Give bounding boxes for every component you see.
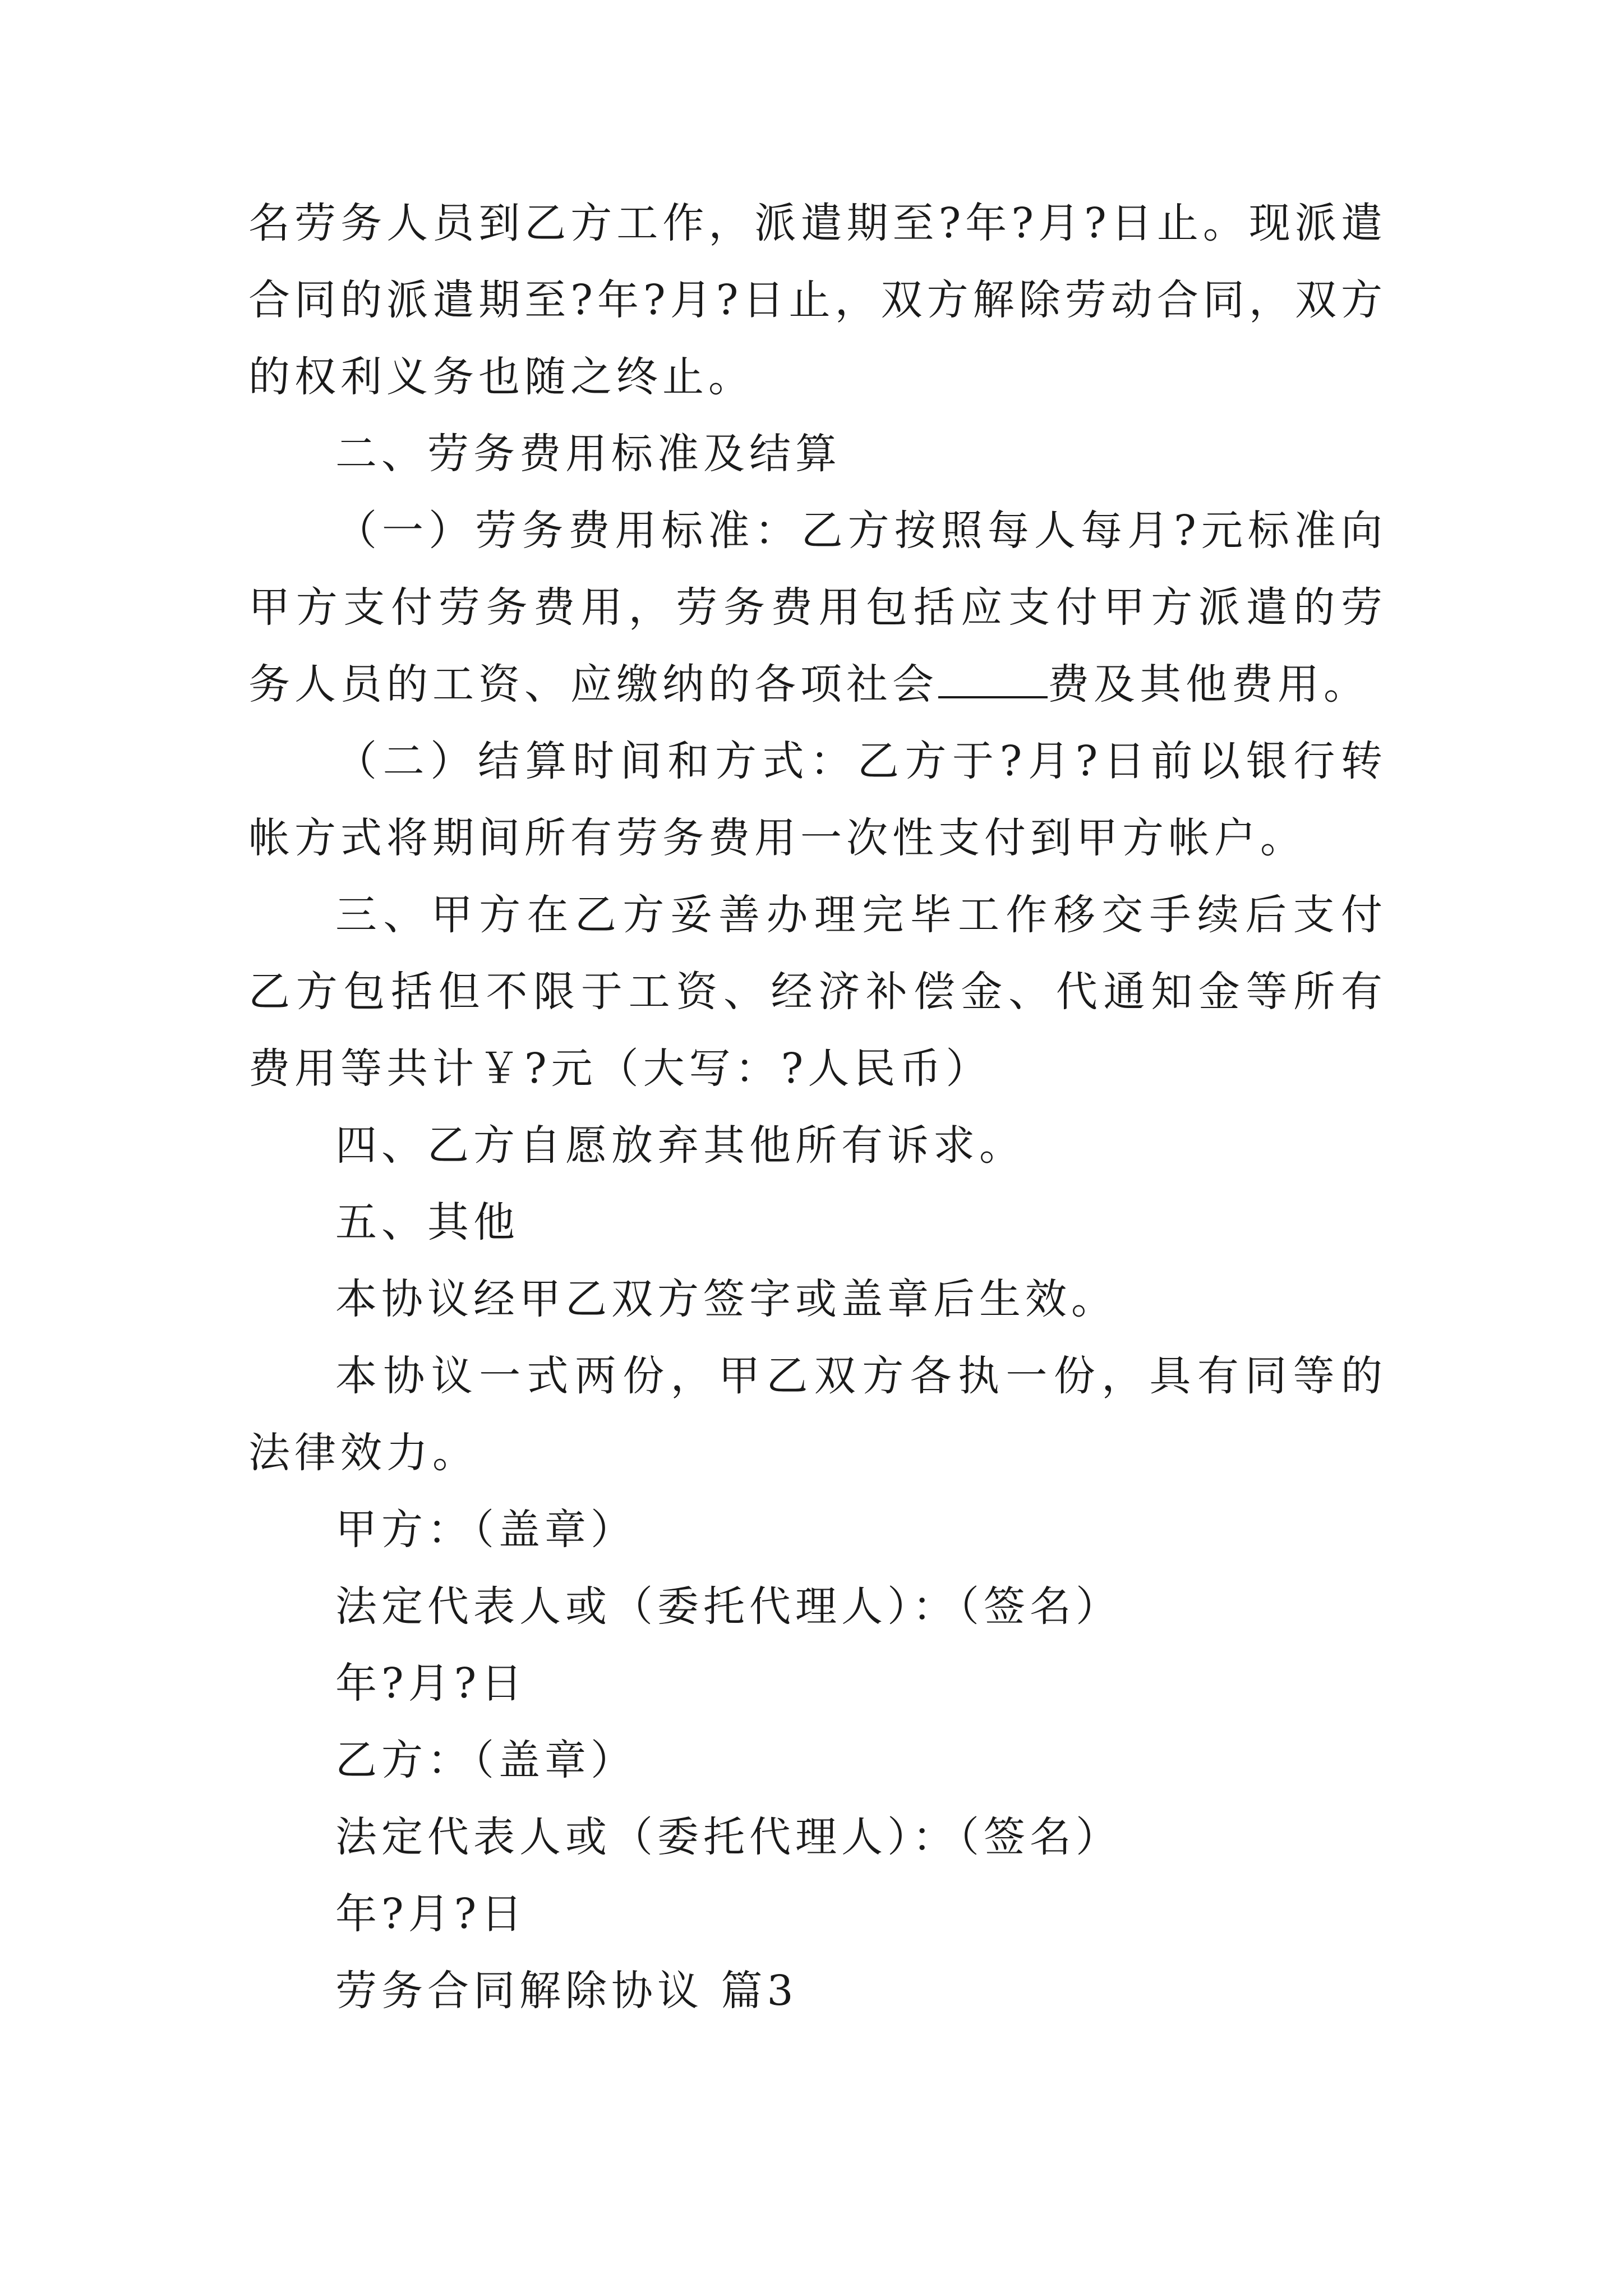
paragraph-waiver: 四、乙方自愿放弃其他所有诉求。 [335,1121,1025,1170]
paragraph-settlement: （二）结算时间和方式：乙方于?月?日前以银行转帐方式将期间所有劳务费用一次性支付到甲方帐户。 [248,737,1387,862]
fee-standard-text-end: 费及其他费用。 [1048,660,1370,708]
party-a-seal: 甲方：（盖章） [335,1506,637,1554]
paragraph-fee-standard [248,493,1387,723]
document-body [248,185,1387,2030]
section-heading-fees: 二、劳务费用标准及结算 [335,430,841,478]
paragraph-dispatch-period: 名劳务人员到乙方工作，派遣期至?年?月?日止。现派遣合同的派遣期至?年?月?日止，双方解除劳动合同，双方的权利义务也随之终止。 [248,199,1387,401]
fill-in-blank [938,659,1048,698]
party-a-date: 年?月?日 [335,1659,527,1708]
paragraph-compensation: 三、甲方在乙方妥善办理完毕工作移交手续后支付乙方包括但不限于工资、经济补偿金、代通知金等所有费用等共计￥?元（大写：?人民币） [248,891,1387,1093]
section-heading-other: 五、其他 [335,1198,519,1246]
paragraph-effective: 本协议经甲乙双方签字或盖章后生效。 [335,1275,1117,1323]
next-section-title: 劳务合同解除协议 篇3 [335,1967,798,2015]
fee-standard-text: （一）劳务费用标准：乙方按照每人每月?元标准向甲方支付劳务费用，劳务费用包括应支付甲方派遣的劳务人员的工资、应缴纳的各项社会 [248,507,1387,708]
party-b-representative: 法定代表人或（委托代理人）：（签名） [335,1813,1122,1861]
paragraph-copies: 本协议一式两份，甲乙双方各执一份，具有同等的法律效力。 [248,1352,1387,1477]
party-a-representative: 法定代表人或（委托代理人）：（签名） [335,1582,1122,1631]
party-b-seal: 乙方：（盖章） [335,1736,637,1784]
party-b-date: 年?月?日 [335,1890,527,1938]
